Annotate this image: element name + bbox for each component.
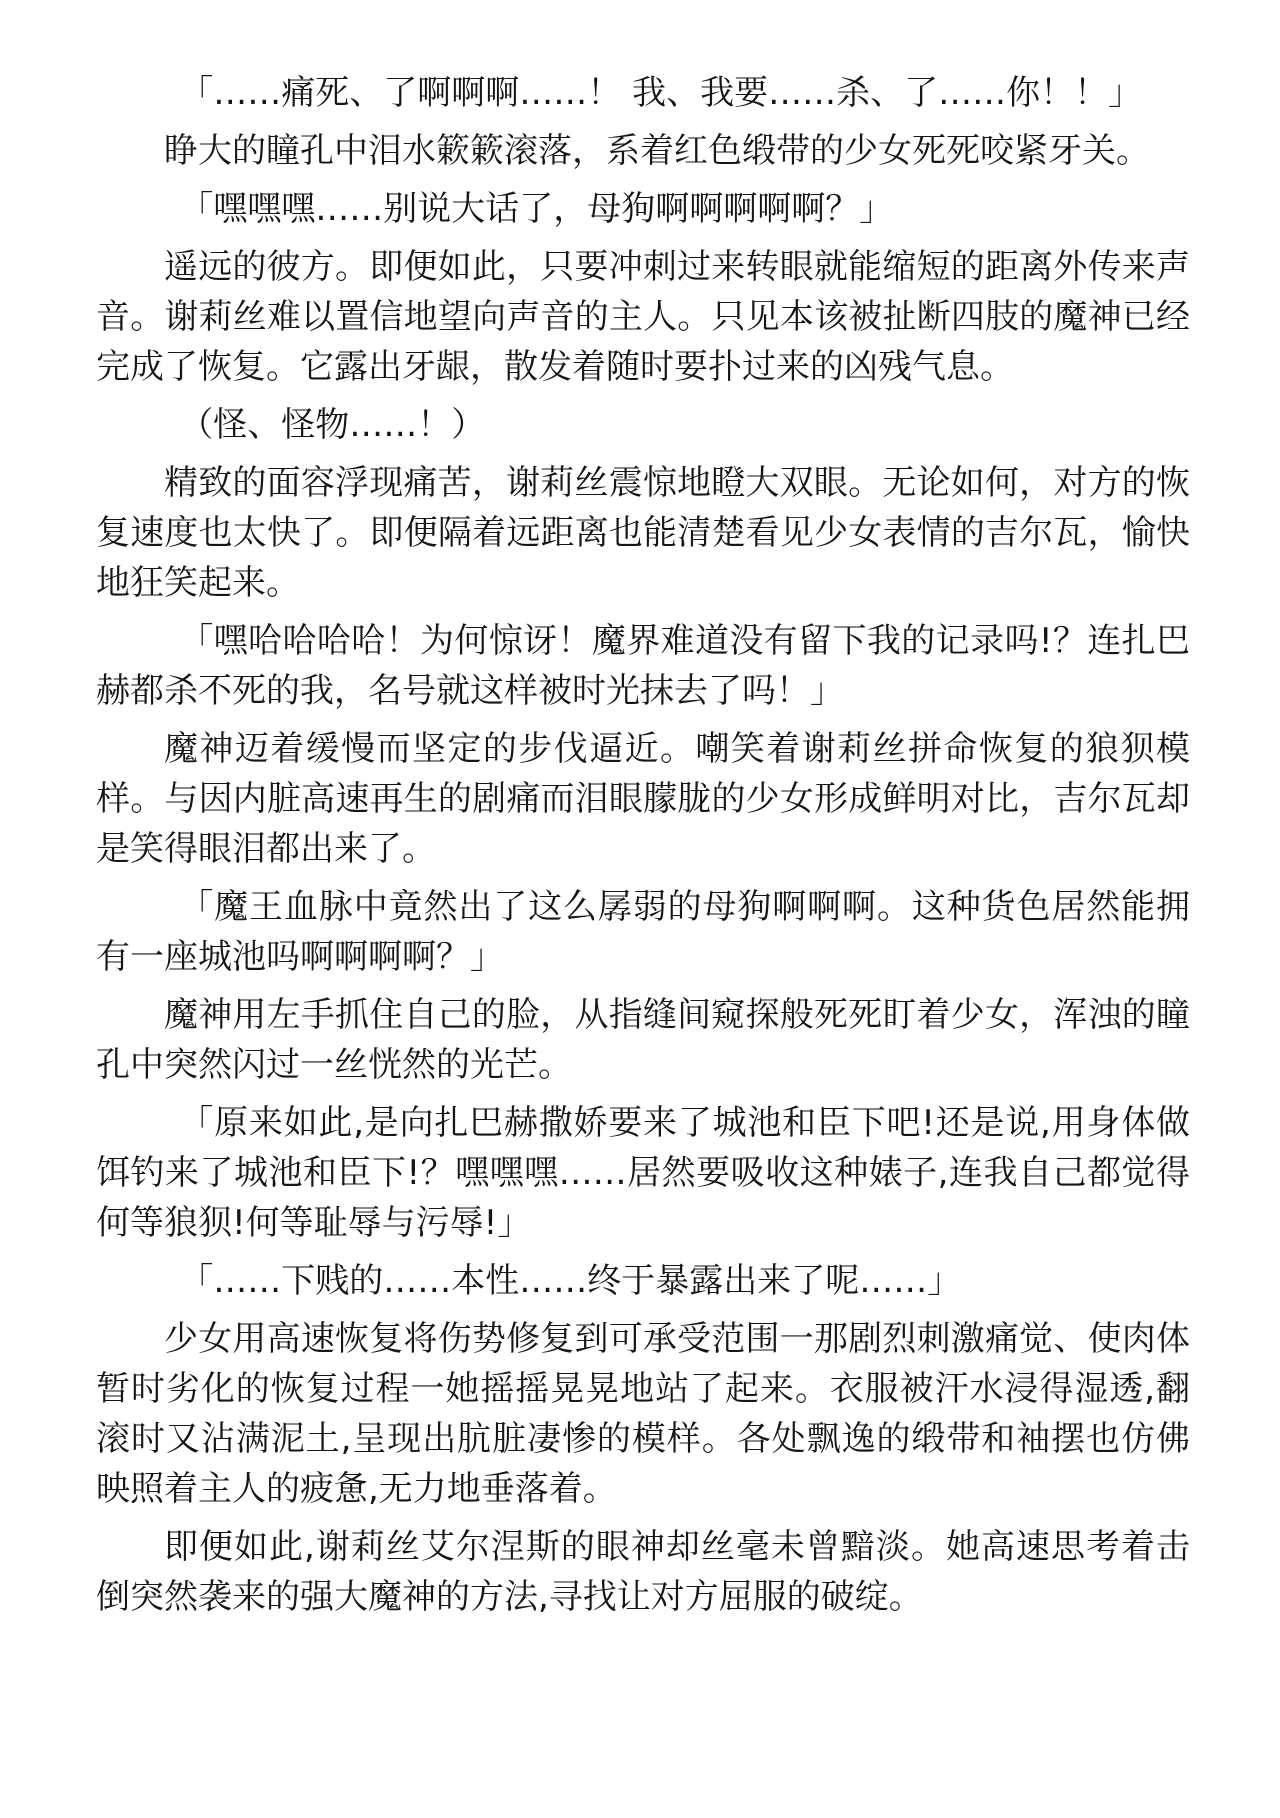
paragraph: 睁大的瞳孔中泪水簌簌滚落，系着红色缎带的少女死死咬紧牙关。 (164, 131, 1150, 171)
paragraph: 遥远的彼方。即便如此，只要冲刺过来转眼就能缩短的距离外传来声音。谢莉丝难以置信地望向声音的主人。只见本该被扯断四肢的魔神已经完成了恢复。它露出牙龈，散发着随时要扑过来的凶残气息。 (96, 247, 1190, 387)
paragraph: 「魔王血脉中竟然出了这么孱弱的母狗啊啊啊。这种货色居然能拥有一座城池吗啊啊啊啊？」 (96, 887, 1190, 977)
paragraph: 「原来如此,是向扎巴赫撒娇要来了城池和臣下吧!还是说,用身体做饵钓来了城池和臣下!？嘿嘿嘿……居然要吸收这种婊子,连我自己都觉得何等狼狈!何等耻辱与污辱!」 (96, 1103, 1190, 1243)
paragraph: 「嘿嘿嘿……别说大话了，母狗啊啊啊啊啊？」 (179, 189, 894, 229)
paragraph: 即便如此,谢莉丝艾尔涅斯的眼神却丝毫未曾黯淡。她高速思考着击倒突然袭来的强大魔神的方法,寻找让对方屈服的破绽。 (96, 1527, 1190, 1617)
paragraph: 「……下贱的……本性……终于暴露出来了呢……」 (179, 1261, 962, 1301)
paragraph: 「……痛死、了啊啊啊……！ 我、我要……杀、了……你！！」 (179, 73, 1143, 113)
paragraph: 魔神用左手抓住自己的脸，从指缝间窥探般死死盯着少女，浑浊的瞳孔中突然闪过一丝恍然的光芒。 (96, 995, 1190, 1085)
paragraph: 魔神迈着缓慢而坚定的步伐逼近。嘲笑着谢莉丝拼命恢复的狼狈模样。与因内脏高速再生的剧痛而泪眼朦胧的少女形成鲜明对比，吉尔瓦却是笑得眼泪都出来了。 (96, 729, 1190, 869)
paragraph: 少女用高速恢复将伤势修复到可承受范围一那剧烈刺激痛觉、使肉体暂时劣化的恢复过程一她摇摇晃晃地站了起来。衣服被汗水浸得湿透,翻滚时又沾满泥土,呈现出肮脏凄惨的模样。各处飘逸的缎带和袖摆也仿佛映照着主人的疲惫,无力地垂落着。 (96, 1319, 1190, 1509)
paragraph: （怪、怪物……！） (179, 405, 486, 445)
paragraph: 精致的面容浮现痛苦，谢莉丝震惊地瞪大双眼。无论如何，对方的恢复速度也太快了。即便隔着远距离也能清楚看见少女表情的吉尔瓦，愉快地狂笑起来。 (96, 463, 1190, 603)
paragraph: 「嘿哈哈哈哈！为何惊讶！魔界难道没有留下我的记录吗!？连扎巴赫都杀不死的我，名号就这样被时光抹去了吗！」 (96, 621, 1190, 711)
